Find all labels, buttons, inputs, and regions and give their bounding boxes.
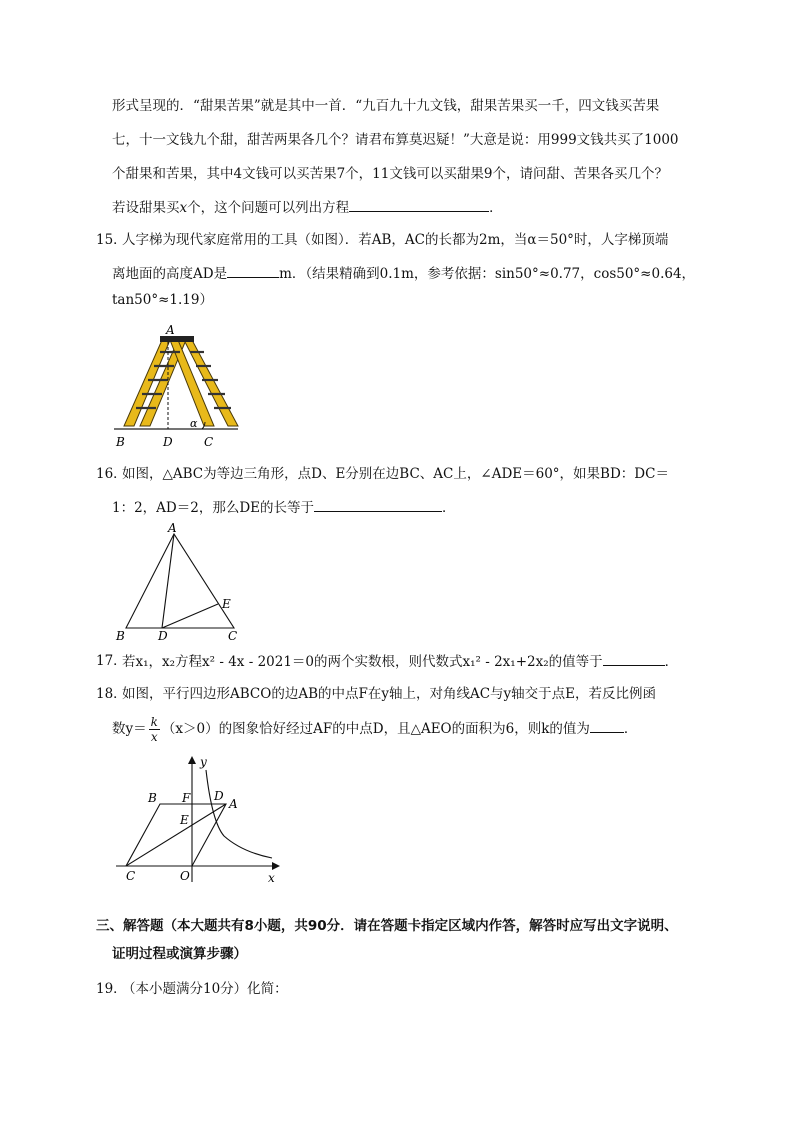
q18-number: 18． bbox=[96, 686, 127, 702]
q17-answer-blank[interactable] bbox=[603, 651, 665, 666]
tri-label-c: C bbox=[228, 629, 238, 643]
axis-label-x: x bbox=[268, 871, 275, 885]
q16-number: 16． bbox=[96, 466, 127, 482]
q18-line-2-post: （x＞0）的图象恰好经过AF的中点D，且△AEO的面积为6，则k的值为 bbox=[161, 721, 590, 737]
ladder-label-alpha: α bbox=[190, 417, 198, 430]
coord-label-c: C bbox=[126, 869, 136, 883]
q18-line-2-end: ． bbox=[623, 721, 638, 737]
coord-label-o: O bbox=[180, 869, 190, 883]
q17-text: 若x₁，x₂方程x² - 4x - 2021＝0的两个实数根，则代数式x₁² - 2x₁+2x₂的值等于 bbox=[122, 654, 603, 670]
q14-line-4 bbox=[112, 197, 503, 218]
q16-line-1: 如图，△ABC为等边三角形，点D、E分别在边BC、AC上，∠ADE＝60°，如果BD：DC＝ bbox=[122, 466, 669, 482]
coordinate-figure bbox=[112, 752, 288, 890]
ladder-label-b: B bbox=[116, 435, 125, 449]
q14-line-3: 个甜果和苦果，其中4文钱可以买苦果7个，11文钱可以买甜果9个，请问甜、苦果各买几个？ bbox=[112, 166, 668, 182]
q17-line bbox=[122, 651, 678, 672]
tri-label-a: A bbox=[168, 522, 177, 535]
q17-number: 17． bbox=[96, 653, 127, 669]
q14-answer-blank[interactable] bbox=[349, 197, 489, 212]
section-3-heading-line-1: 三、解答题（本大题共有8小题，共90分．请在答题卡指定区域内作答，解答时应写出文字说明、 bbox=[96, 918, 678, 934]
q15-line-1: 人字梯为现代家庭常用的工具（如图）．若AB，AC的长都为2m，当α＝50°时，人字梯顶端 bbox=[122, 232, 669, 248]
k-over-x-fraction bbox=[149, 715, 160, 744]
axis-label-y: y bbox=[200, 755, 207, 769]
coord-label-f: F bbox=[182, 791, 191, 805]
q18-line-2 bbox=[112, 712, 637, 746]
q15-answer-blank[interactable] bbox=[227, 263, 279, 278]
tri-label-e: E bbox=[222, 597, 231, 611]
segment-de bbox=[162, 604, 218, 628]
q14-var-x: x bbox=[179, 200, 188, 216]
fraction-numerator: k bbox=[150, 715, 158, 729]
q15-line-2 bbox=[112, 263, 695, 284]
triangle-abc bbox=[126, 534, 234, 628]
q14-line-4-end: ． bbox=[489, 200, 503, 216]
ladder-label-d: D bbox=[163, 435, 173, 449]
ladder-figure bbox=[110, 322, 250, 450]
q16-line-2 bbox=[112, 497, 456, 518]
coord-label-a: A bbox=[229, 797, 238, 811]
triangle-figure bbox=[112, 522, 248, 644]
q19-text: （本小题满分10分）化简： bbox=[122, 981, 288, 997]
q19-number: 19． bbox=[96, 981, 127, 997]
section-3-heading-line-2: 证明过程或演算步骤） bbox=[112, 946, 247, 962]
diagonal-ac bbox=[126, 804, 226, 866]
fraction-denominator: x bbox=[150, 730, 158, 744]
coord-label-d: D bbox=[214, 789, 224, 803]
q14-line-4-pre: 若设甜果买 bbox=[112, 200, 180, 216]
q16-answer-blank[interactable] bbox=[314, 497, 442, 512]
q14-line-4-post: 个，这个问题可以列出方程 bbox=[187, 200, 350, 216]
ladder-label-c: C bbox=[204, 435, 214, 449]
q14-line-1: 形式呈现的．“甜果苦果”就是其中一首．“九百九十九文钱，甜果苦果买一千，四文钱买苦果 bbox=[112, 98, 660, 114]
x-axis-arrow bbox=[272, 862, 280, 870]
coord-label-e: E bbox=[180, 813, 189, 827]
y-axis-arrow bbox=[188, 756, 196, 764]
q15-number: 15． bbox=[96, 232, 127, 248]
q18-answer-blank[interactable] bbox=[590, 718, 624, 733]
tri-label-d: D bbox=[158, 629, 168, 643]
q18-line-2-pre: 数y＝ bbox=[112, 721, 147, 737]
coord-label-b: B bbox=[148, 791, 157, 805]
q17-end: ． bbox=[664, 654, 679, 670]
q16-line-2-pre: 1：2，AD＝2，那么DE的长等于 bbox=[112, 500, 315, 516]
tri-label-b: B bbox=[116, 629, 125, 643]
segment-ad bbox=[162, 534, 174, 628]
q14-line-2: 七，十一文钱九个甜，甜苦两果各几个？请君布算莫迟疑！”大意是说：用999文钱共买了1000 bbox=[112, 132, 679, 148]
ladder-label-a: A bbox=[166, 323, 175, 337]
hyperbola-curve bbox=[206, 770, 272, 858]
q15-line-3: tan50°≈1.19） bbox=[112, 292, 213, 308]
q16-line-2-end: ． bbox=[442, 500, 456, 516]
q15-line-2-mid: m．（结果精确到0.1m，参考依据：sin50°≈0.77，cos50°≈0.64， bbox=[279, 266, 696, 282]
q18-line-1: 如图，平行四边形ABCO的边AB的中点F在y轴上，对角线AC与y轴交于点E，若反比例函 bbox=[122, 686, 657, 702]
q15-line-2-pre: 离地面的高度AD是 bbox=[112, 266, 228, 282]
